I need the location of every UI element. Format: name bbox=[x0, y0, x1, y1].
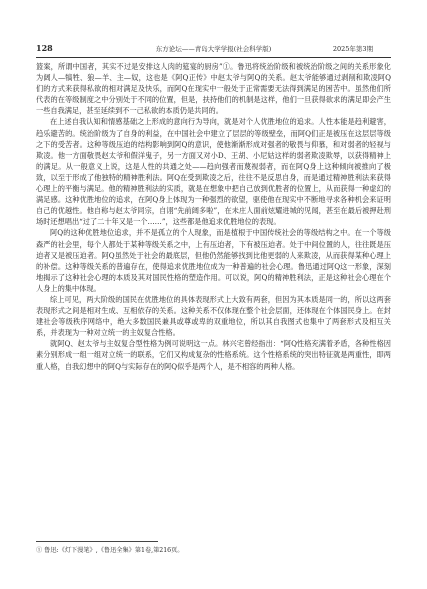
page-number: 128 bbox=[36, 43, 53, 53]
paragraph: 篮案，所谓中国者，其实不过是安排这人肉的筵宴的厨房”①。鲁迅将统治阶级和被统治阶级之间的关系形象化为阔人—犒牲、狼—羊、主—奴，这也是《阿Q正传》中赵太爷与阿Q的关系。赵太爷能够通过剥削和欺凌阿Q们的方式来获得私欲的相对满足及快乐，而阿Q在现实中一般处于正常需要无法得到满足的困苦中。虽然他们所代表的在等级制度之中分别处于不同的位置，但是，扶持他们的机制是这样，他们一旦获得欲求的满足即会产生一些自我满足，甚至延续到不一己私欲的本质仍是共同的。 bbox=[36, 62, 391, 116]
article-body bbox=[36, 61, 391, 372]
footnote: ① 鲁迅:《灯下漫笔》,《鲁迅全集》第1卷,第216页。 bbox=[36, 547, 184, 554]
header-rule bbox=[36, 57, 391, 58]
paragraph: 综上可见，两大阶级的国民在优胜地位的具体表现形式上大致有两套，但因为其本质是同一的，所以这两套表现形式之间是相对生成、互相依存的关系。这种关系不仅体现在整个社会层面，还体现在个体国民身上。在封建社会等级秩序网络中，绝大多数国民兼具或尊或卑的双重地位，所以其自我图式也集中了两套形式及相互关系，并表现为一种对立统一的主奴复合性格。 bbox=[36, 294, 391, 338]
paragraph: 在上述自我认知和情感基础之上形成的意向行为导向，就是对个人优胜地位的追求。人性本能是趋利避害，趋乐避苦的。统治阶级为了自身的利益，在中国社会中建立了层层的等级壁垒，而阿Q们正是被压在这层层等级之下的受苦者。这种等级压迫的结构影响到阿Q的意识，使他渐渐形成对强者的敬畏与仰慕，和对弱者的轻视与欺凌。他一方面敬畏赵太爷和假洋鬼子，另一方面又对小D、王胡、小尼姑这样的弱者欺凌欺辱，以获得精神上的满足。从一般意义上说，这是人性的共通之处——趋向强者而蔑视弱者，而在阿Q身上这种倾向被推向了极致，以至于形成了他独特的精神胜利法。阿Q在受到欺凌之后，往往不是反思自身，而是通过精神胜利法来获得心理上的平衡与满足。他的精神胜利法的实质，就是在想象中把自己放到优胜者的位置上，从而获得一种虚幻的满足感。这种优胜地位的追求，在阿Q身上体现为一种强烈的欲望，驱使他在现实中不断地寻求各种机会来证明自己的优越性。他自称与赵太爷同宗，自诩“先前阔多啦”，在未庄人面前炫耀进城的见闻，甚至在最后被押赴刑场时还想唱出“过了二十年又是一个……”，这些都是他追求优胜地位的表现。 bbox=[36, 117, 391, 227]
running-header bbox=[36, 43, 391, 55]
footnote-rule bbox=[36, 541, 158, 542]
paragraph: 阿Q的这种优胜地位追求，并不是孤立的个人现象，而是植根于中国传统社会的等级结构之中。在一个等级森严的社会里，每个人都处于某种等级关系之中，上有压迫者，下有被压迫者。处于中间位置的人，往往既是压迫者又是被压迫者。阿Q虽然处于社会的最底层，但他仍然能够找到比他更弱的人来欺凌，从而获得某种心理上的补偿。这种等级关系的普遍存在，使得追求优胜地位成为一种普遍的社会心理。鲁迅通过阿Q这一形象，深刻地揭示了这种社会心理的本质及其对国民性格的塑造作用。可以说，阿Q的精神胜利法，正是这种社会心理在个人身上的集中体现。 bbox=[36, 228, 391, 293]
issue-label: 2025年第3期 bbox=[332, 45, 373, 53]
paragraph: 就阿Q、赵太爷与主奴复合型性格为例可说明这一点。林兴宅曾经指出：“阿Q性格充满着矛盾，各种性格因素分别形成一组一组对立统一的联系，它们又构成复杂的性格系统。这个性格系统的突出特征就是两重性，即两重人格，自我幻想中的阿Q与实际存在的阿Q似乎是两个人，是不相容的两种人格。 bbox=[36, 339, 391, 371]
journal-title: 东方论坛——青岛大学学报(社会科学版) bbox=[155, 45, 272, 53]
